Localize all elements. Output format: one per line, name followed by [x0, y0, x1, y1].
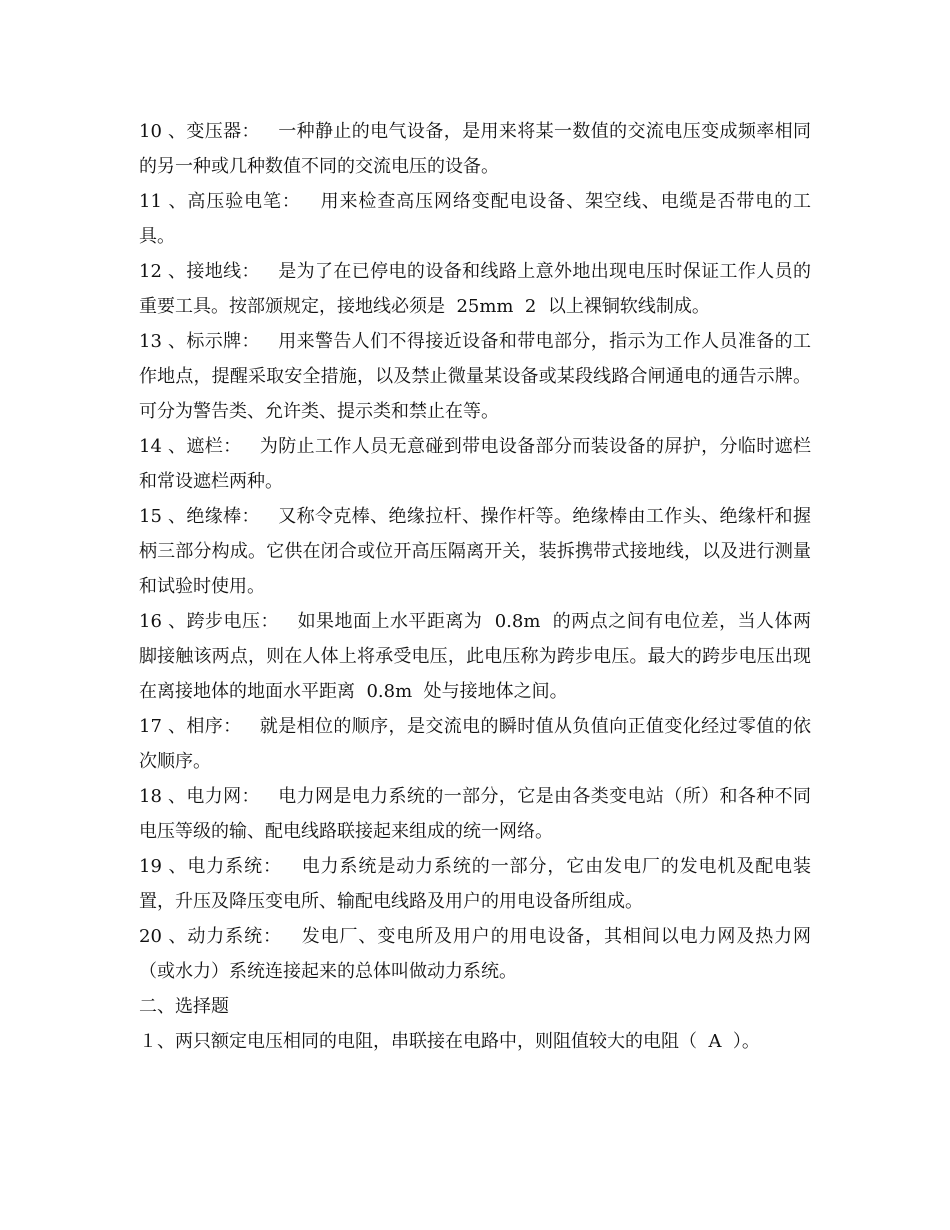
entry-definition: 为防止工作人员无意碰到带电设备部分而装设备的屏护，分临时遮栏和常设遮栏两种。 — [139, 436, 812, 492]
entry-term: 、跨步电压： — [161, 611, 298, 632]
entry-number: 15 — [139, 506, 162, 527]
definition-entry — [139, 254, 811, 324]
entry-definition: 如果地面上水平距离为 0.8m 的两点之间有电位差，当人体两脚接触该两点，则在人体上将承受电压，此电压称为跨步电压。最大的跨步电压出现在离接地体的地面水平距离 0.8m 处与接地体之间。 — [139, 611, 811, 702]
entry-definition: 电力网是电力系统的一部分，它是由各类变电站（所）和各种不同电压等级的输、配电线路联接起来组成的统一网络。 — [139, 786, 811, 842]
entry-term: 、高压验电笔： — [161, 191, 321, 212]
definition-list — [139, 114, 811, 989]
entry-definition: 电力系统是动力系统的一部分，它由发电厂的发电机及配电装置，升压及降压变电所、输配电线路及用户的用电设备所组成。 — [139, 856, 812, 912]
entry-number: 11 — [139, 191, 162, 212]
entry-term: 、接地线： — [161, 261, 279, 282]
entry-number: 18 — [139, 786, 162, 807]
entry-number: 20 — [139, 926, 162, 947]
entry-definition: 用来检查高压网络变配电设备、架空线、电缆是否带电的工具。 — [139, 191, 812, 247]
entry-definition: 就是相位的顺序，是交流电的瞬时值从负值向正值变化经过零值的依次顺序。 — [139, 716, 812, 772]
entry-term: 、电力网： — [161, 786, 279, 807]
definition-entry — [139, 184, 811, 254]
entry-number: 16 — [139, 611, 162, 632]
entry-term: 、动力系统： — [161, 926, 302, 947]
definition-entry — [139, 709, 811, 779]
entry-term: 、绝缘棒： — [161, 506, 279, 527]
definition-entry — [139, 499, 811, 604]
entry-number: 19 — [139, 856, 162, 877]
entry-definition: 发电厂、变电所及用户的用电设备，其相间以电力网及热力网（或水力）系统连接起来的总体叫做动力系统。 — [139, 926, 812, 982]
definition-entry — [139, 779, 811, 849]
definition-entry — [139, 114, 811, 184]
definition-entry — [139, 919, 811, 989]
entry-term: 、电力系统： — [161, 856, 302, 877]
entry-number: 13 — [139, 331, 162, 352]
definition-entry — [139, 429, 811, 499]
definition-entry — [139, 324, 811, 429]
entry-definition: 用来警告人们不得接近设备和带电部分，指示为工作人员准备的工作地点，提醒采取安全措施，以及禁止微量某设备或某段线路合闸通电的通告示牌。可分为警告类、允许类、提示类和禁止在等。 — [139, 331, 811, 422]
document-page — [139, 114, 811, 1059]
entry-term: 、遮栏： — [161, 436, 260, 457]
entry-definition: 一种静止的电气设备，是用来将某一数值的交流电压变成频率相同的另一种或几种数值不同的交流电压的设备。 — [139, 121, 811, 177]
entry-number: 12 — [139, 261, 162, 282]
entry-definition: 又称令克棒、绝缘拉杆、操作杆等。绝缘棒由工作头、绝缘杆和握柄三部分构成。它供在闭合或位开高压隔离开关，装拆携带式接地线，以及进行测量和试验时使用。 — [139, 506, 811, 597]
entry-term: 、标示牌： — [161, 331, 279, 352]
entry-term: 、相序： — [161, 716, 260, 737]
entry-number: 14 — [139, 436, 162, 457]
definition-entry — [139, 849, 811, 919]
entry-term: 、变压器： — [161, 121, 279, 142]
definition-entry — [139, 604, 811, 709]
entry-number: 10 — [139, 121, 162, 142]
section-heading: 二、选择题 — [139, 996, 229, 1017]
question-item: １、两只额定电压相同的电阻，串联接在电路中，则阻值较大的电阻（ A ）。 — [139, 1031, 760, 1052]
entry-number: 17 — [139, 716, 162, 737]
entry-definition: 是为了在已停电的设备和线路上意外地出现电压时保证工作人员的重要工具。按部颁规定，接地线必须是 25mm 2 以上裸铜软线制成。 — [139, 261, 811, 317]
